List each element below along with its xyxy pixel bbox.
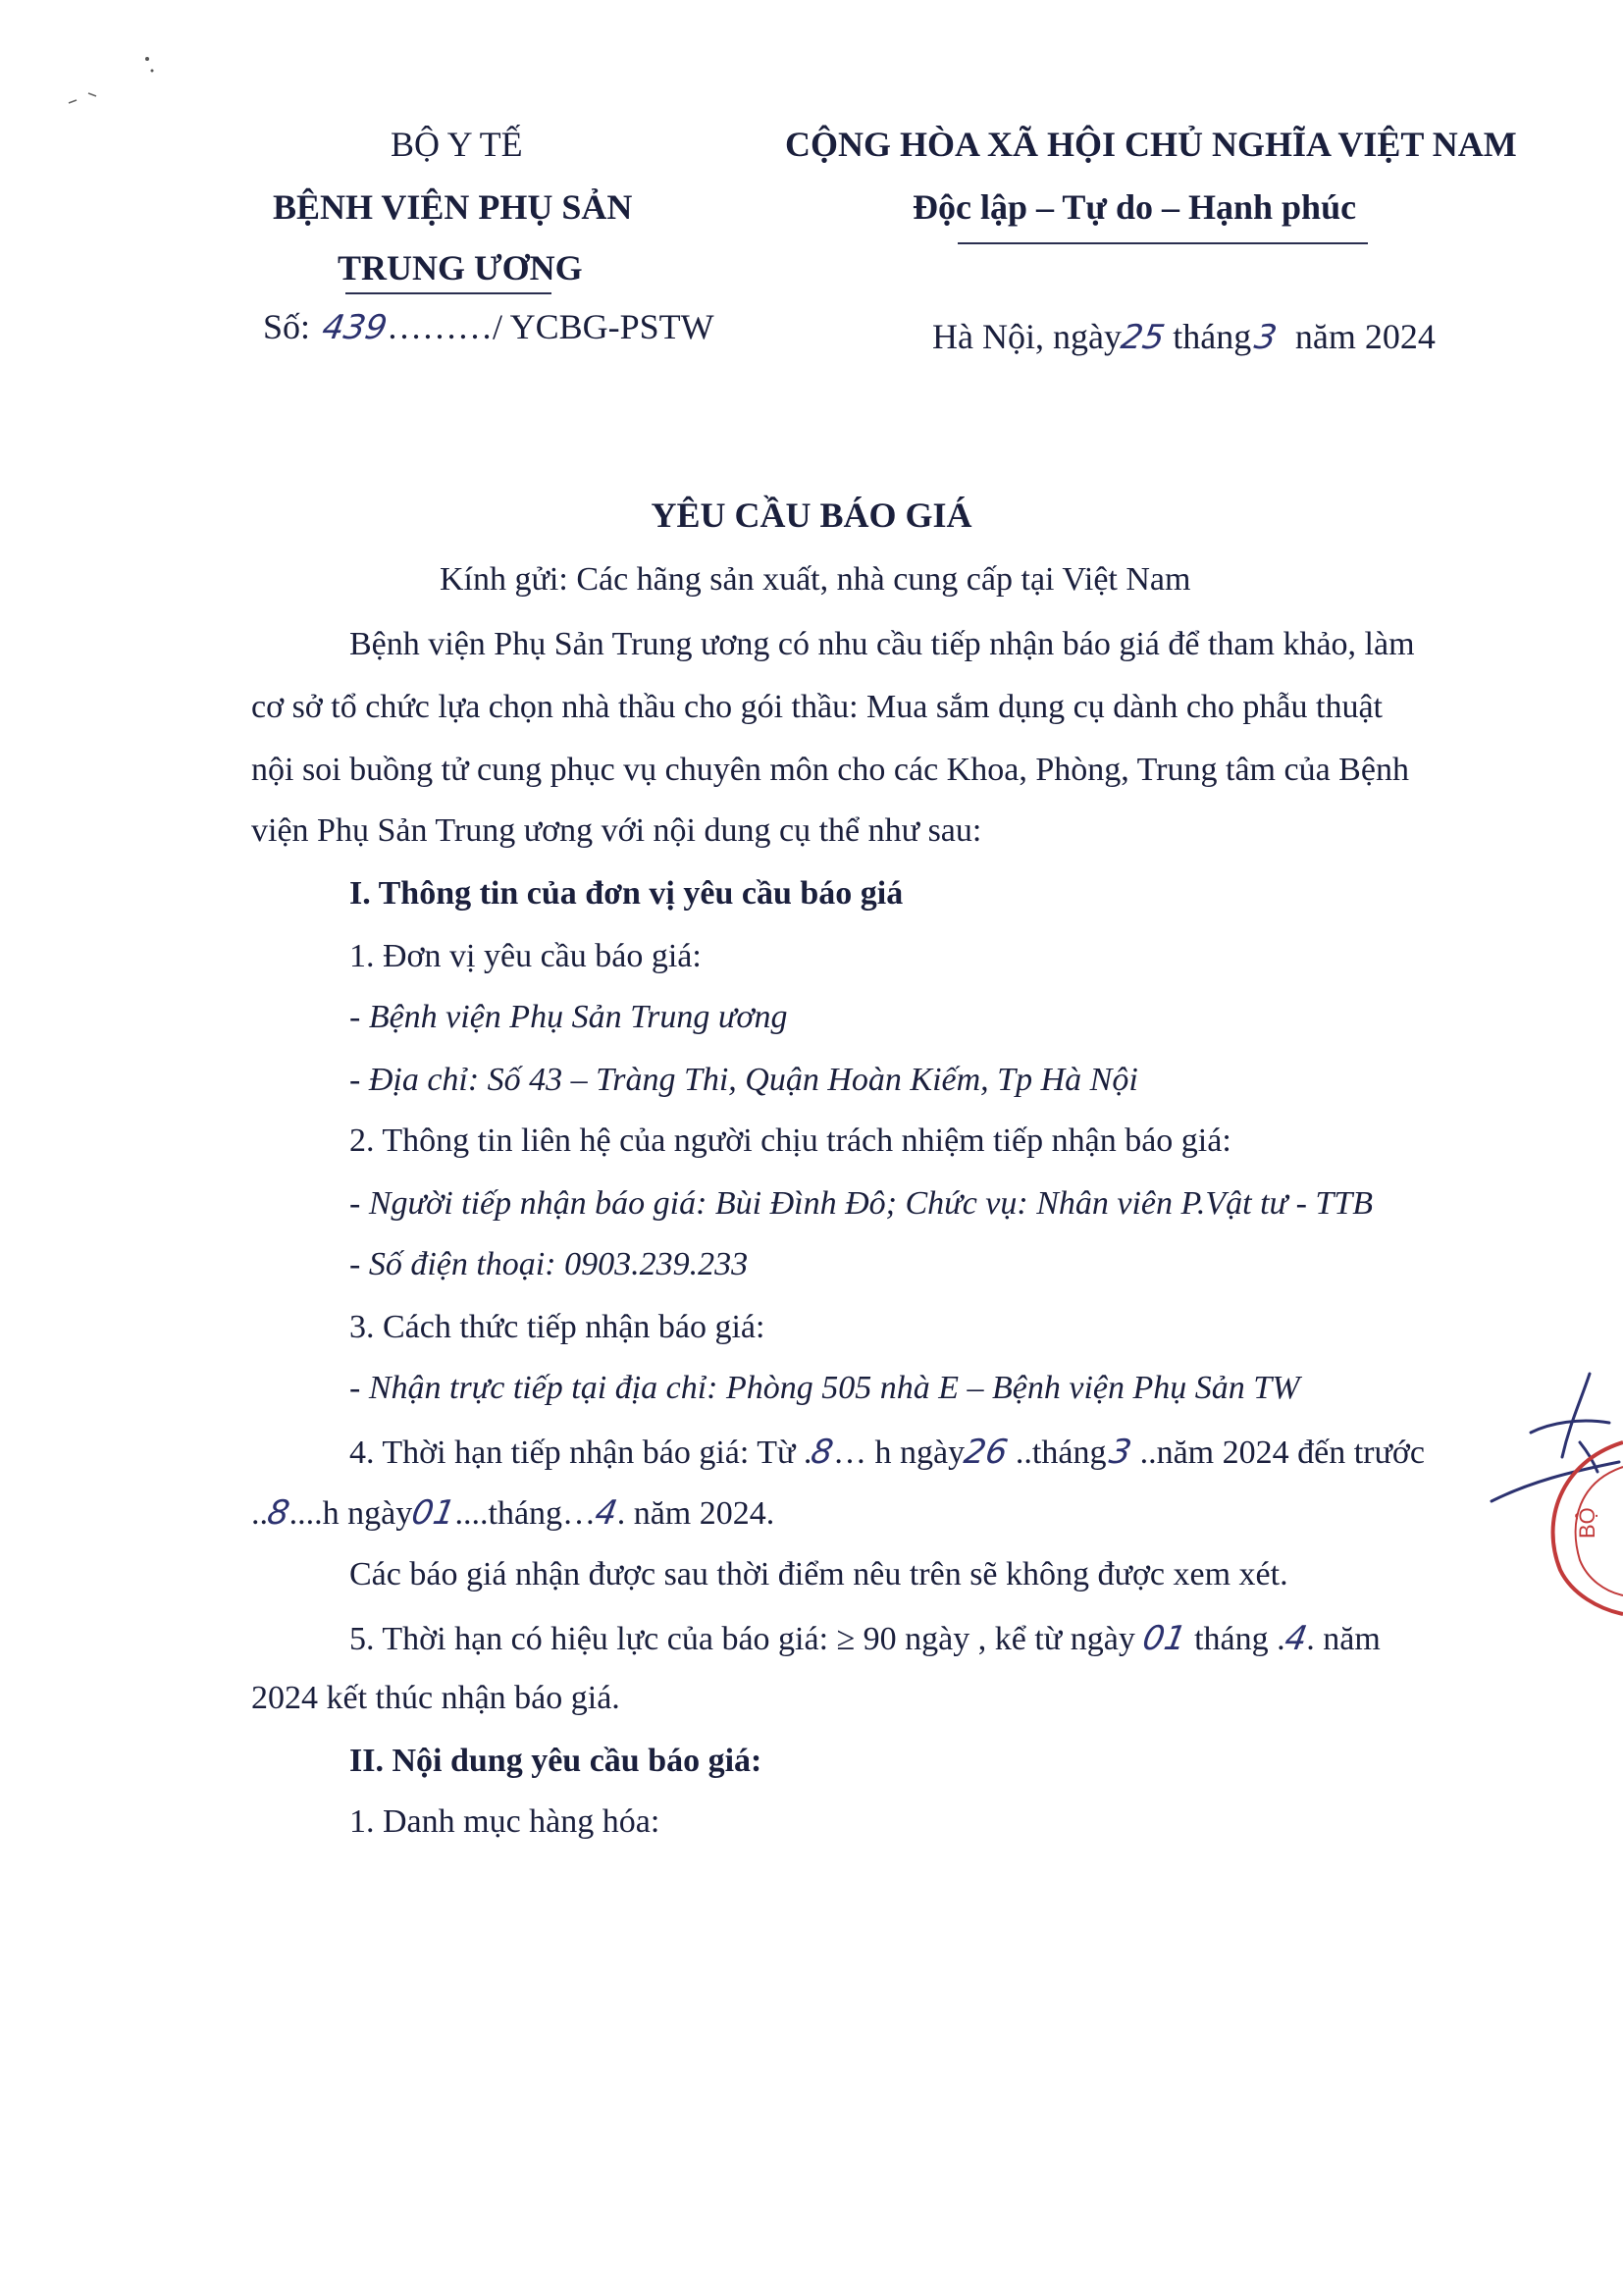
section-1-item-2-phone: - Số điện thoại: 0903.239.233 — [349, 1246, 749, 1282]
item-4-hour-from: 8 — [808, 1433, 837, 1472]
hospital-name-line2: TRUNG ƯƠNG — [338, 248, 583, 287]
late-quote-note: Các báo giá nhận được sau thời điểm nêu trên sẽ không được xem xét. — [349, 1556, 1288, 1592]
date-month-handwritten: 3 — [1251, 318, 1281, 357]
hospital-name-line1: BỆNH VIỆN PHỤ SẢN — [273, 187, 633, 227]
stamp-fragment — [1531, 1423, 1623, 1619]
item-4-day-to: 01 — [408, 1493, 459, 1533]
date-prefix: Hà Nội, ngày — [932, 317, 1122, 356]
section-1-item-1: 1. Đơn vị yêu cầu báo giá: — [349, 938, 702, 974]
document-title: YÊU CẦU BÁO GIÁ — [651, 496, 972, 535]
item-4-hour-to: 8 — [264, 1493, 293, 1533]
section-1-item-2: 2. Thông tin liên hệ của người chịu trách nhiệm tiếp nhận báo giá: — [349, 1122, 1231, 1159]
section-1-item-5-line-2: 2024 kết thúc nhận báo giá. — [251, 1680, 620, 1716]
section-1-heading: I. Thông tin của đơn vị yêu cầu báo giá — [349, 875, 904, 912]
item-4-day-from: 26 — [961, 1433, 1011, 1472]
item-5-part-2: tháng . — [1185, 1621, 1285, 1657]
item-4-month-to: 4 — [592, 1493, 621, 1533]
section-1-item-3: 3. Cách thức tiếp nhận báo giá: — [349, 1309, 765, 1345]
document-number-handwritten: 439 — [319, 308, 391, 347]
item-4-part-6: ....h ngày — [288, 1495, 413, 1532]
document-number-suffix: / YCBG-PSTW — [492, 307, 714, 346]
intro-line-2: cơ sở tổ chức lựa chọn nhà thầu cho gói thầu: Mua sắm dụng cụ dành cho phẫu thuật — [251, 689, 1383, 725]
country-name: CỘNG HÒA XÃ HỘI CHỦ NGHĨA VIỆT NAM — [785, 125, 1517, 164]
ministry-name: BỘ Y TẾ — [391, 125, 523, 164]
section-1-item-1-address: - Địa chỉ: Số 43 – Tràng Thi, Quận Hoàn Kiếm, Tp Hà Nội — [349, 1062, 1138, 1098]
item-5-month: 4 — [1282, 1619, 1310, 1658]
item-4-part-7: ....tháng… — [454, 1495, 597, 1532]
motto-underline — [958, 242, 1368, 244]
intro-line-3: nội soi buồng tử cung phục vụ chuyên môn cho các Khoa, Phòng, Trung tâm của Bệnh — [251, 752, 1409, 788]
scan-specks — [59, 49, 167, 118]
item-4-month-from: 3 — [1106, 1433, 1135, 1472]
hospital-underline — [345, 292, 551, 294]
item-4-part-4: ..năm 2024 đến trước — [1131, 1435, 1425, 1471]
section-2-heading: II. Nội dung yêu cầu báo giá: — [349, 1743, 762, 1779]
item-4-part-2: … h ngày — [833, 1435, 966, 1471]
item-5-part-1: 5. Thời hạn có hiệu lực của báo giá: ≥ 90 ngày , kể từ ngày — [349, 1621, 1144, 1657]
date-year: năm 2024 — [1285, 317, 1436, 356]
section-1-item-1-name: - Bệnh viện Phụ Sản Trung ương — [349, 999, 788, 1035]
intro-line-4: viện Phụ Sản Trung ương với nội dung cụ thể như sau: — [251, 812, 982, 849]
item-5-part-3: . năm — [1306, 1621, 1381, 1657]
document-number-dots: ……… — [386, 307, 493, 346]
national-motto: Độc lập – Tự do – Hạnh phúc — [913, 187, 1357, 227]
recipient-line: Kính gửi: Các hãng sản xuất, nhà cung cấp tại Việt Nam — [440, 561, 1191, 598]
item-4-part-8: . năm 2024. — [616, 1495, 775, 1532]
section-1-item-4-line-2 — [251, 1493, 774, 1533]
section-1-item-3-detail: - Nhận trực tiếp tại địa chỉ: Phòng 505 nhà E – Bệnh viện Phụ Sản TW — [349, 1370, 1300, 1406]
item-5-day: 01 — [1139, 1619, 1190, 1658]
section-1-item-5-line-1 — [349, 1619, 1381, 1658]
document-date — [932, 316, 1436, 357]
intro-line-1: Bệnh viện Phụ Sản Trung ương có nhu cầu tiếp nhận báo giá để tham khảo, làm — [349, 626, 1415, 662]
date-day-handwritten: 25 — [1118, 318, 1168, 357]
stamp-text: BỘ — [1575, 1507, 1599, 1539]
item-4-part-3: ..tháng — [1007, 1435, 1107, 1471]
section-1-item-2-person: - Người tiếp nhận báo giá: Bùi Đình Đô; Chức vụ: Nhân viên P.Vật tư - TTB — [349, 1185, 1374, 1222]
item-4-part-5: .. — [251, 1495, 268, 1532]
section-2-item-1: 1. Danh mục hàng hóa: — [349, 1803, 660, 1840]
document-number — [263, 306, 714, 347]
item-4-part-1: 4. Thời hạn tiếp nhận báo giá: Từ . — [349, 1435, 812, 1471]
date-month-label: tháng — [1164, 317, 1252, 356]
section-1-item-4-line-1 — [349, 1433, 1425, 1472]
document-number-prefix: Số: — [263, 307, 320, 346]
